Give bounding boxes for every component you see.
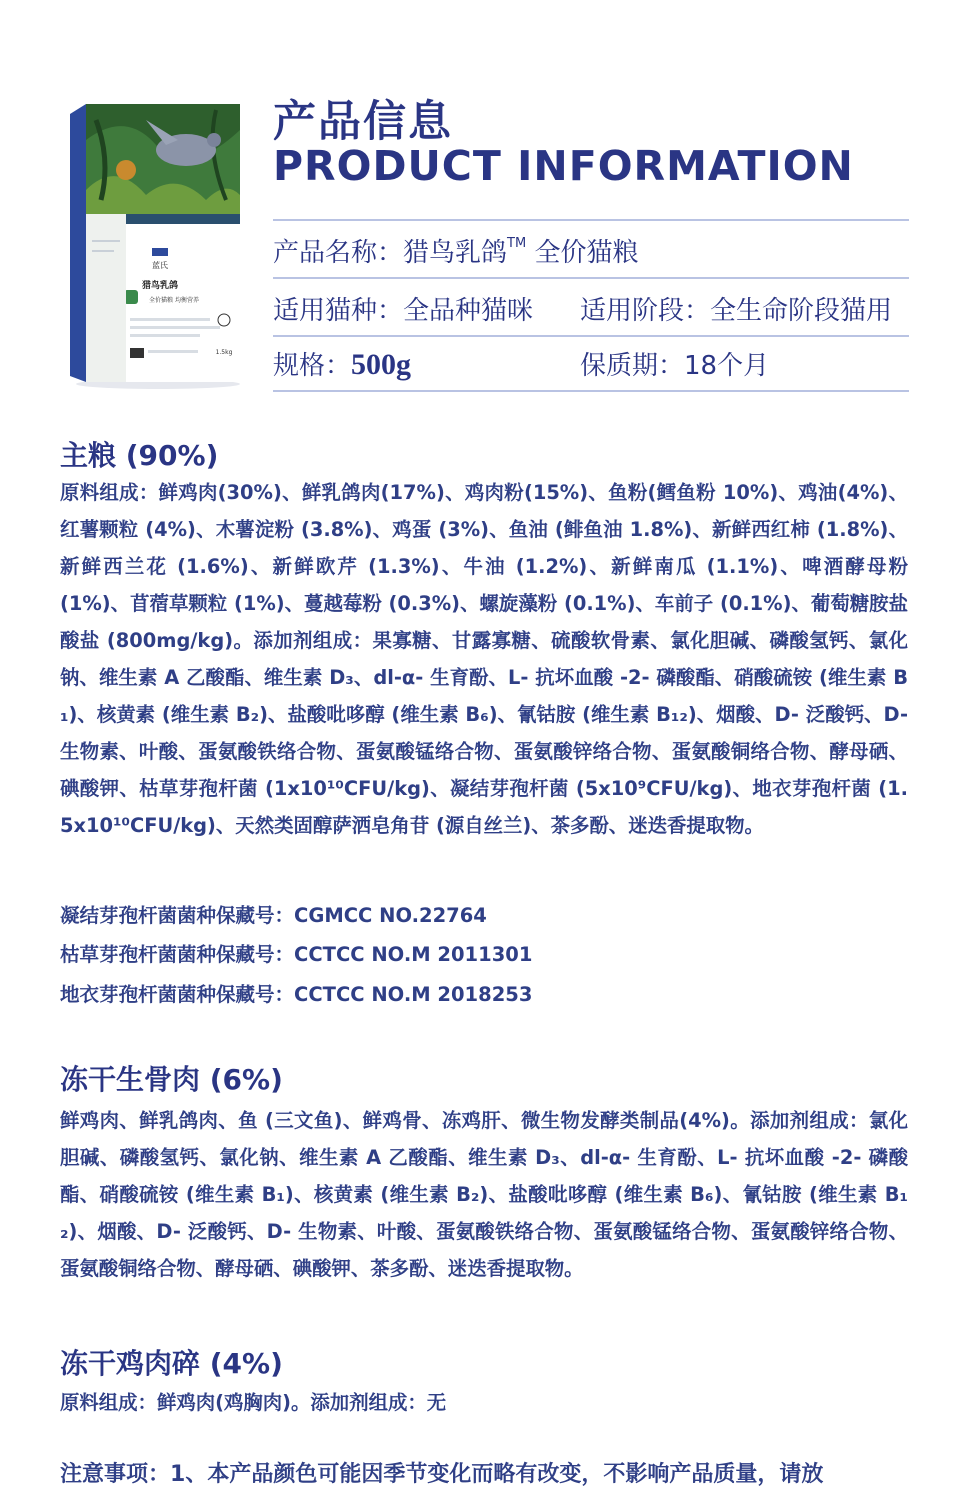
freeze-bone-text: 鲜鸡肉、鲜乳鸽肉、鱼 (三文鱼)、鲜鸡骨、冻鸡肝、微生物发酵类制品(4%)。添加剂组成：氯化胆碱、磷酸氢钙、氯化钠、维生素 A 乙酸酯、维生素 D₃、dl-α- 生育酚、L- 抗坏血酸 -2- 磷酸酯、硝酸硫铵 (维生素 B₁)、核黄素 (维生素 B₂)、盐酸吡哆醇 (维生素 B₆)、氰钴胺 (维生素 B₁₂)、烟酸、D- 泛酸钙、D- 生物素、叶酸、蛋氨酸铁络合物、蛋氨酸锰络合物、蛋氨酸锌络合物、蛋氨酸铜络合物、酵母硒、碘酸钾、茶多酚、迷迭香提取物。 (60, 1109, 908, 1280)
strain-label: 凝结芽孢杆菌菌种保藏号： (60, 904, 295, 927)
strain-code: CCTCC NO.M 2018253 (294, 983, 533, 1006)
page-title-cn: 产品信息 (273, 97, 453, 147)
svg-text:1.5kg: 1.5kg (215, 349, 233, 356)
notice-text (60, 1455, 908, 1495)
divider (273, 277, 909, 279)
strain-code: CCTCC NO.M 2011301 (294, 943, 533, 966)
strain-line (60, 939, 532, 967)
strain-code: CGMCC NO.22764 (294, 904, 487, 927)
strain-line (60, 979, 532, 1007)
strain-line (60, 900, 487, 928)
main-ingredients-text (60, 474, 908, 844)
stage-label: 适用阶段： (580, 296, 711, 326)
spec-value: 500g (351, 348, 412, 381)
divider (273, 219, 909, 221)
spec-label: 规格： (273, 351, 352, 381)
divider (273, 390, 909, 392)
section-title-freeze-bone: 冻干生骨肉 (6%) (60, 1063, 283, 1096)
notice-lead: 注意事项： (60, 1462, 171, 1487)
svg-text:猎鸟乳鸽: 猎鸟乳鸽 (141, 281, 179, 291)
main-lead: 原料组成： (60, 481, 159, 504)
divider (273, 335, 909, 337)
trademark-mark: TM (507, 236, 527, 251)
name-value: 猎鸟乳鸽 (403, 238, 508, 268)
page-title-en: PRODUCT INFORMATION (273, 142, 854, 190)
freeze-chicken-text: 原料组成：鲜鸡肉(鸡胸肉)。添加剂组成：无 (60, 1391, 447, 1414)
stage-value: 全生命阶段猫用 (710, 296, 893, 326)
strain-label: 地衣芽孢杆菌菌种保藏号： (60, 983, 295, 1006)
breed-value: 全品种猫咪 (403, 296, 534, 326)
product-package-image (66, 100, 242, 390)
info-row-name (273, 232, 923, 269)
name-label: 产品名称： (273, 238, 404, 268)
notice-body: 1、本产品颜色可能因季节变化而略有改变，不影响产品质量，请放 (170, 1462, 824, 1487)
info-row-spec-shelf (273, 345, 923, 382)
name-suffix: 全价猫粮 (526, 238, 639, 268)
section-title-freeze-chicken: 冻干鸡肉碎 (4%) (60, 1347, 283, 1380)
main-body: 鲜鸡肉(30%)、鲜乳鸽肉(17%)、鸡肉粉(15%)、鱼粉(鳕鱼粉 10%)、鸡油(4%)、红薯颗粒 (4%)、木薯淀粉 (3.8%)、鸡蛋 (3%)、鱼油 (鲱鱼油 1.8%)、新鲜西红柿 (1.8%)、新鲜西兰花 (1.6%)、新鲜欧芹 (1.3%)、牛油 (1.2%)、新鲜南瓜 (1.1%)、啤酒酵母粉 (1%)、苜蓿草颗粒 (1%)、蔓越莓粉 (0.3%)、螺旋藻粉 (0.1%)、车前子 (0.1%)、葡萄糖胺盐酸盐 (800mg/kg)。添加剂组成：果寡糖、甘露寡糖、硫酸软骨素、氯化胆碱、磷酸氢钙、氯化钠、维生素 A 乙酸酯、维生素 D₃、dl-α- 生育酚、L- 抗坏血酸 -2- 磷酸酯、硝酸硫铵 (维生素 B₁)、核黄素 (维生素 B₂)、盐酸吡哆醇 (维生素 B₆)、氰钴胺 (维生素 B₁₂)、烟酸、D- 泛酸钙、D- 生物素、叶酸、蛋氨酸铁络合物、蛋氨酸锰络合物、蛋氨酸锌络合物、蛋氨酸铜络合物、酵母硒、碘酸钾、枯草芽孢杆菌 (1x10¹⁰CFU/kg)、凝结芽孢杆菌 (5x10⁹CFU/kg)、地衣芽孢杆菌 (1.5x10¹⁰CFU/kg)、天然类固醇萨洒皂角苷 (源自丝兰)、茶多酚、迷迭香提取物。 (60, 481, 908, 837)
svg-text:蓝氏: 蓝氏 (152, 261, 168, 270)
info-row-breed-stage (273, 290, 923, 327)
breed-label: 适用猫种： (273, 296, 404, 326)
cat-food-bag-illustration (66, 100, 242, 390)
svg-text:全价猫粮 均衡营养: 全价猫粮 均衡营养 (149, 297, 199, 304)
strain-label: 枯草芽孢杆菌菌种保藏号： (60, 943, 295, 966)
shelf-label: 保质期： (580, 351, 685, 381)
shelf-value: 18个月 (684, 351, 770, 381)
section-title-main: 主粮 (90%) (60, 439, 219, 472)
